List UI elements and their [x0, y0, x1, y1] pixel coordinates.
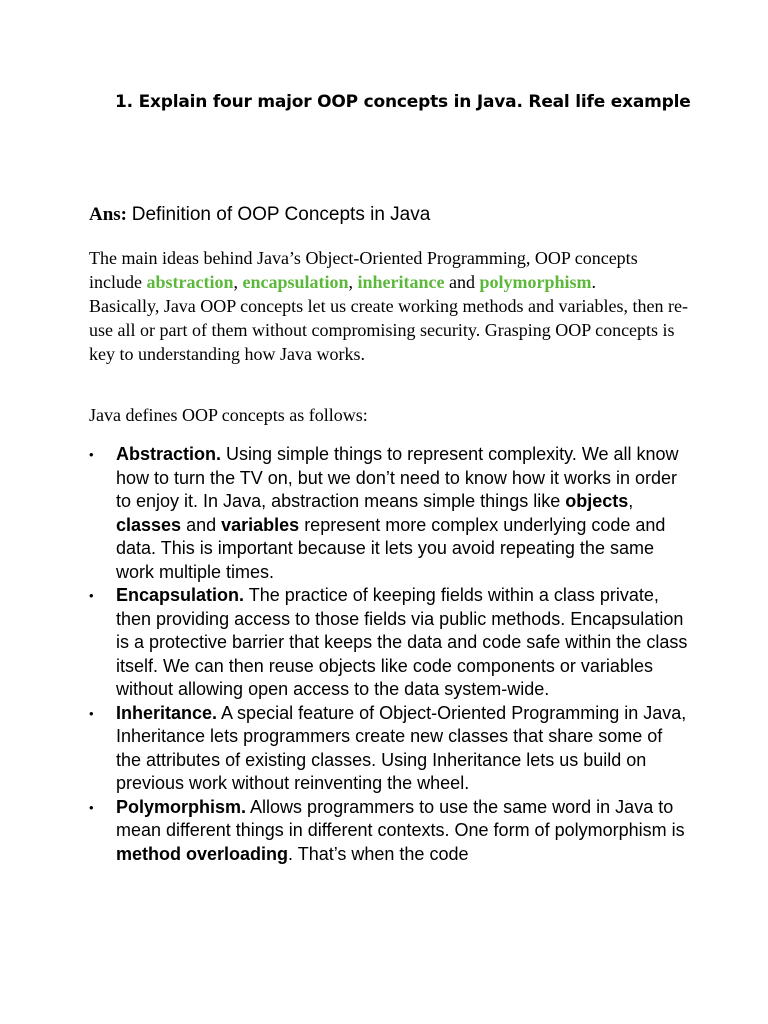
concept-text: and — [181, 514, 222, 535]
keyword-abstraction: abstraction — [146, 272, 234, 292]
list-item — [89, 702, 689, 796]
concept-list — [89, 443, 689, 866]
intro-rest: Basically, Java OOP concepts let us create working methods and variables, then re-use all or part of them without compromising security. Grasping OOP concepts is key to understanding how Java works. — [89, 296, 688, 364]
bullet-icon: • — [89, 705, 94, 721]
concept-term: Polymorphism. — [116, 796, 247, 817]
keyword-inheritance: inheritance — [357, 272, 445, 292]
defines-line: Java defines OOP concepts as follows: — [89, 405, 368, 425]
intro-line-1: The main ideas behind Java’s Object-Oriented Programming, OOP concepts — [89, 248, 638, 268]
concept-text: represent more complex underlying code and data. This is important because it lets you avoid repeating the same work multiple times. — [116, 514, 666, 582]
keyword-end-period: . — [591, 272, 597, 292]
list-item — [89, 584, 689, 702]
concept-text: , — [628, 491, 634, 511]
concept-text: The practice of keeping fields within a class private, then providing access to those fields via public methods. Encapsulation is a protective barrier that keeps the data and code safe within the class itself. We can then reuse objects like code components or variables without allowing open access to the data system-wide. — [116, 585, 688, 699]
concept-bold: classes — [116, 514, 182, 535]
concept-text: . That’s when the code — [288, 843, 469, 864]
intro-paragraph — [89, 246, 689, 366]
concept-text: A special feature of Object-Oriented Programming in Java, Inheritance lets programmers create new classes that share some of the attributes of existing classes. Using Inheritance lets us build on previous work without reinventing the wheel. — [116, 702, 687, 793]
concept-term: Encapsulation. — [116, 585, 245, 605]
answer-heading — [89, 204, 430, 226]
keyword-encapsulation: encapsulation — [242, 272, 349, 292]
answer-title: Definition of OOP Concepts in Java — [131, 204, 431, 225]
concept-bold: variables — [221, 514, 300, 535]
list-item — [89, 796, 689, 867]
concept-term: Inheritance. — [116, 702, 218, 723]
concept-bold: method overloading — [116, 843, 289, 864]
keyword-separator: and — [444, 272, 480, 292]
bullet-icon: • — [89, 799, 94, 815]
concept-text: Using simple things to represent complexity. We all know how to turn the TV on, but we don’t need to know how it works in order to enjoy it. In Java, abstraction means simple things like — [116, 444, 679, 511]
answer-label: Ans: — [89, 204, 128, 225]
bullet-icon: • — [89, 447, 94, 462]
intro-include-prefix: include — [89, 272, 147, 292]
intro-keywords-line — [89, 270, 689, 294]
concept-bold: objects — [565, 491, 629, 511]
list-item — [89, 443, 689, 584]
concept-text: Allows programmers to use the same word in Java to mean different things in different contexts. One form of polymorphism is — [116, 796, 685, 840]
keyword-polymorphism: polymorphism — [479, 272, 592, 292]
bullet-icon: • — [89, 588, 94, 603]
keyword-separator: , — [348, 272, 358, 292]
concept-term: Abstraction. — [116, 444, 222, 464]
keyword-separator: , — [233, 272, 243, 292]
question-heading: 1. Explain four major OOP concepts in Java. Real life example — [115, 92, 691, 112]
